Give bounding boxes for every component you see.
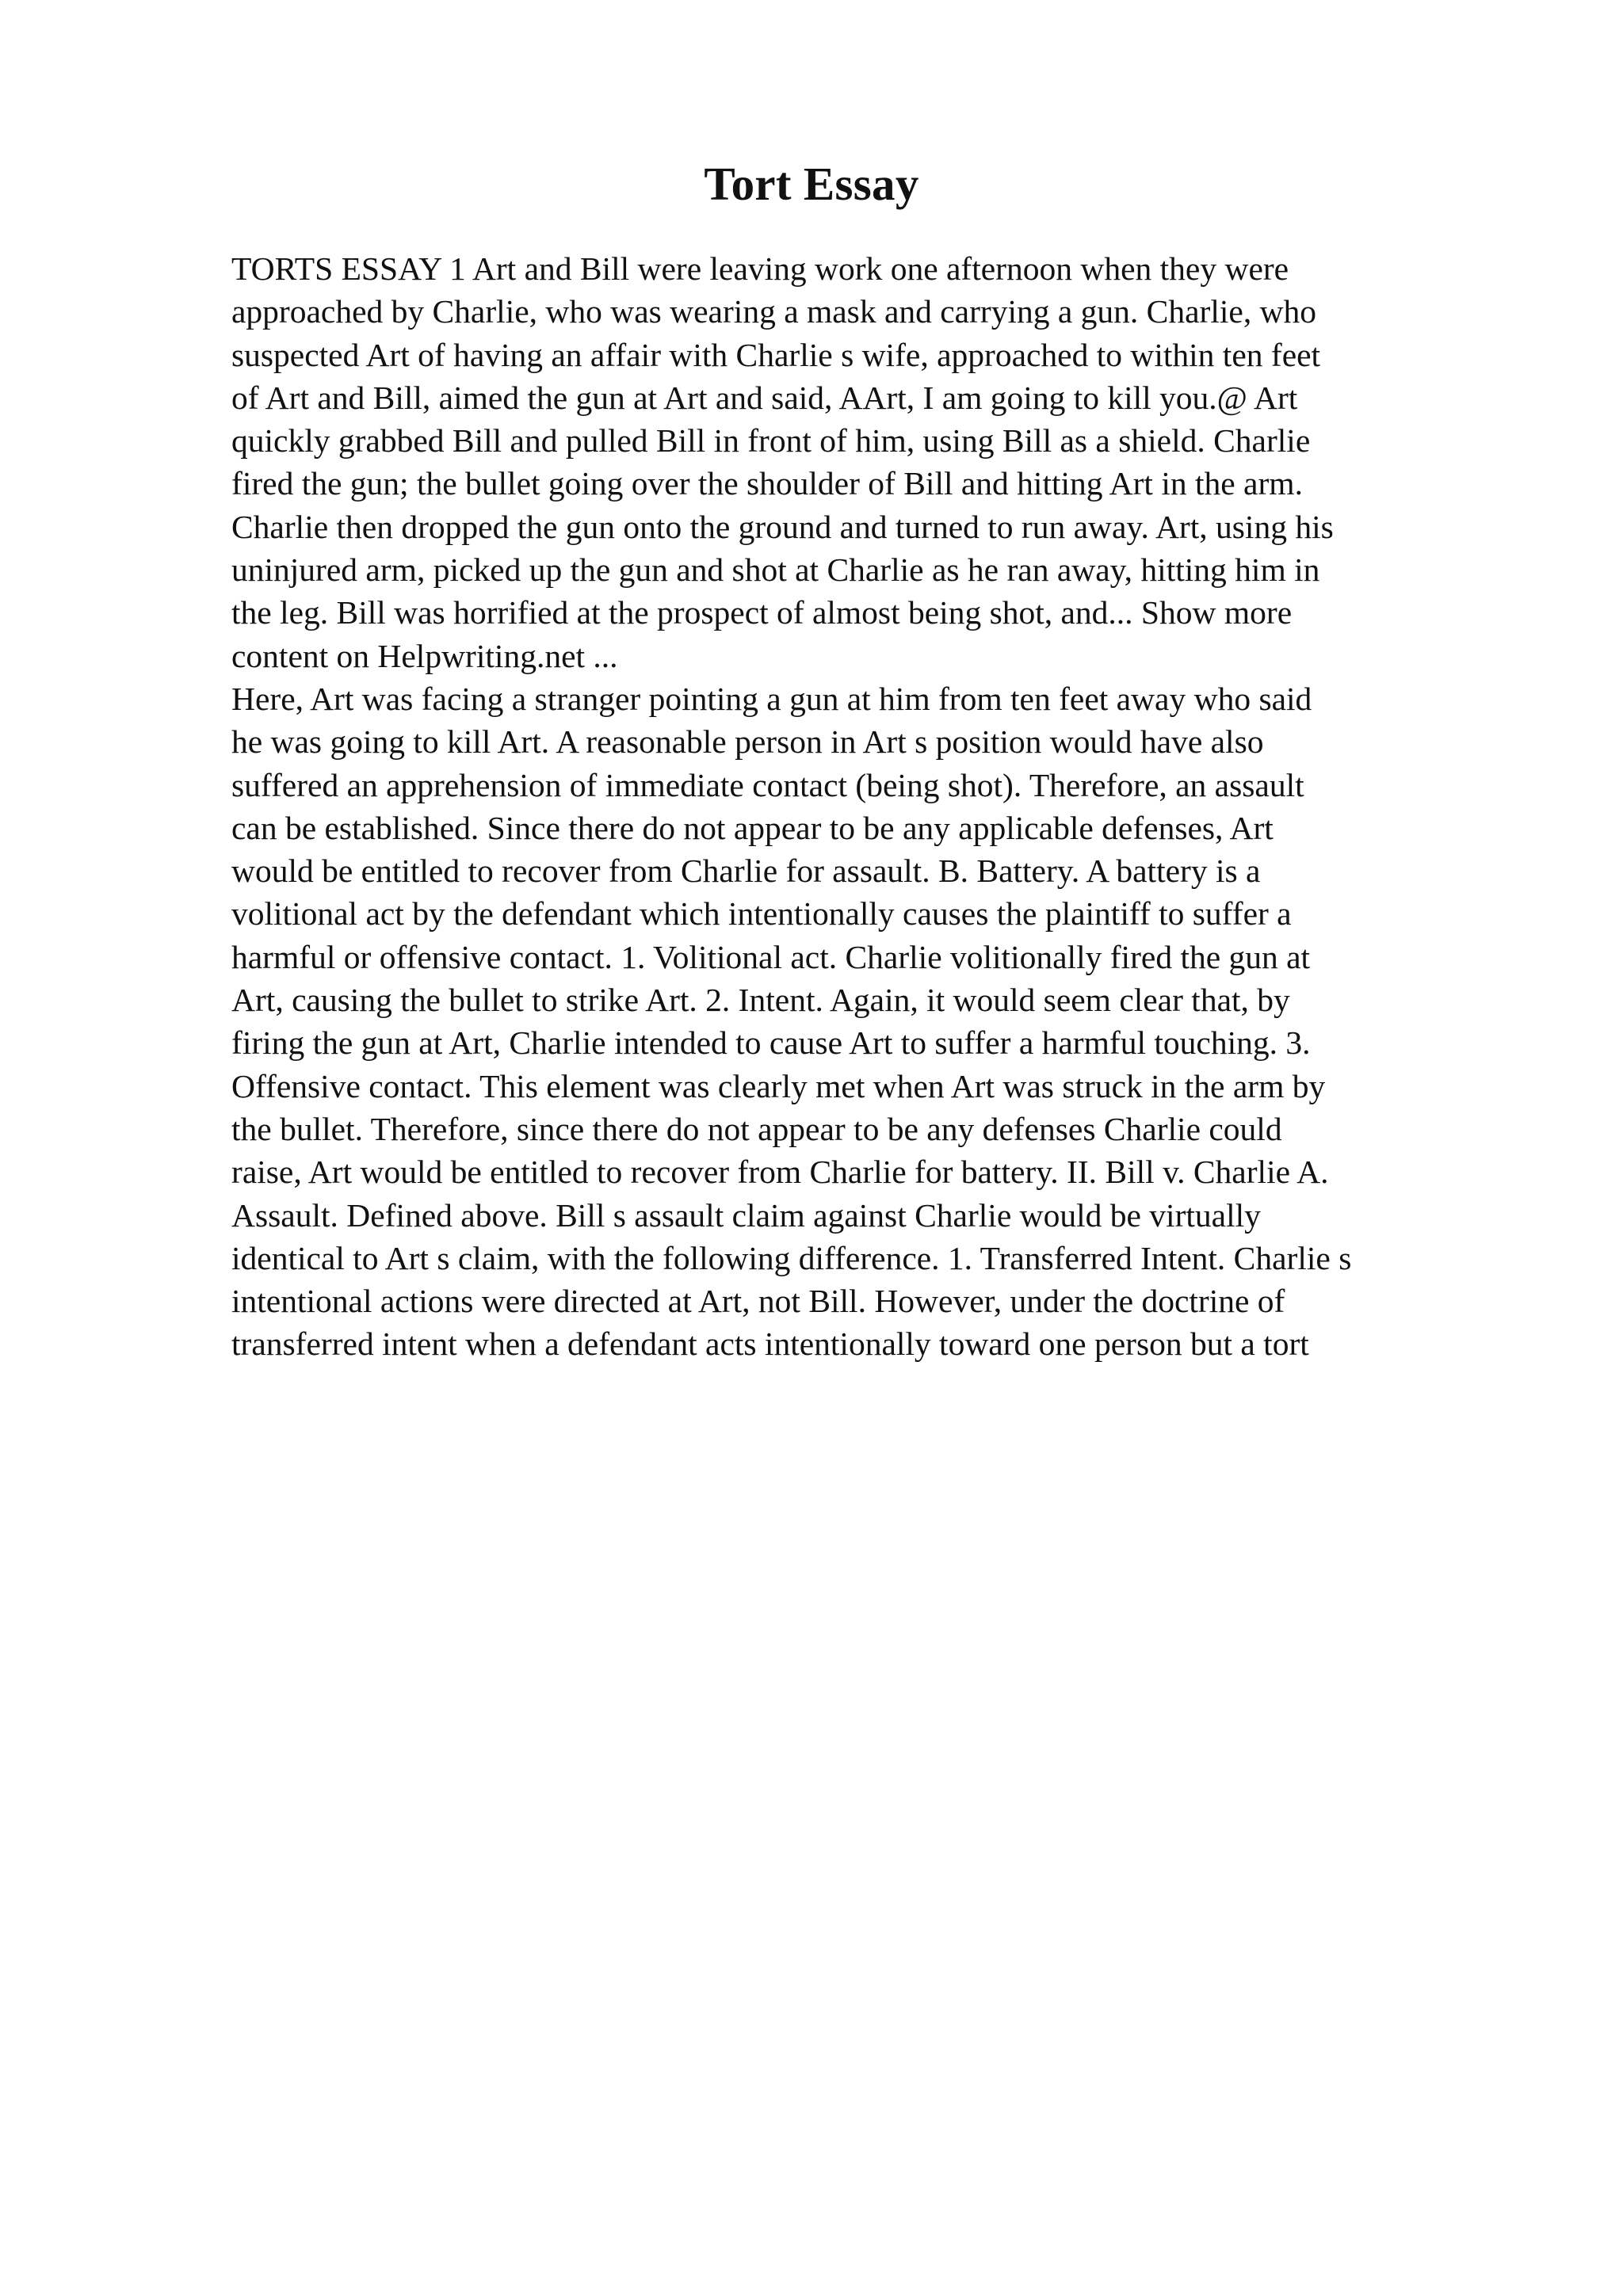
essay-line: Charlie then dropped the gun onto the ground and turned to run away. Art, using his: [231, 508, 1334, 545]
essay-line: Art, causing the bullet to strike Art. 2. Intent. Again, it would seem clear that, by: [231, 982, 1290, 1019]
essay-line: firing the gun at Art, Charlie intended to cause Art to suffer a harmful touching. 3.: [231, 1024, 1311, 1062]
essay-line: volitional act by the defendant which intentionally causes the plaintiff to suffer a: [231, 895, 1292, 933]
essay-line: the leg. Bill was horrified at the prospect of almost being shot, and... Show more: [231, 594, 1293, 631]
essay-line: Assault. Defined above. Bill s assault claim against Charlie would be virtually: [231, 1196, 1261, 1234]
essay-line: approached by Charlie, who was wearing a mask and carrying a gun. Charlie, who: [231, 293, 1317, 330]
essay-line: Here, Art was facing a stranger pointing a gun at him from ten feet away who said: [231, 680, 1312, 717]
essay-line: the bullet. Therefore, since there do not appear to be any defenses Charlie could: [231, 1110, 1282, 1147]
essay-line: transferred intent when a defendant acts intentionally toward one person but a tort: [231, 1325, 1309, 1363]
document-title: Tort Essay: [704, 158, 919, 210]
essay-line: quickly grabbed Bill and pulled Bill in front of him, using Bill as a shield. Charlie: [231, 422, 1311, 460]
essay-line: intentional actions were directed at Art, not Bill. However, under the doctrine of: [231, 1283, 1285, 1320]
essay-line: raise, Art would be entitled to recover from Charlie for battery. II. Bill v. Charlie A.: [231, 1154, 1329, 1191]
essay-body: [231, 247, 1515, 1366]
essay-line: content on Helpwriting.net ...: [231, 637, 618, 674]
essay-line: harmful or offensive contact. 1. Volitional act. Charlie volitionally fired the gun at: [231, 938, 1311, 975]
essay-line: he was going to kill Art. A reasonable person in Art s position would have also: [231, 723, 1264, 761]
essay-line: suffered an apprehension of immediate contact (being shot). Therefore, an assault: [231, 766, 1304, 803]
essay-line: suspected Art of having an affair with Charlie s wife, approached to within ten feet: [231, 336, 1321, 373]
essay-line: uninjured arm, picked up the gun and shot at Charlie as he ran away, hitting him in: [231, 551, 1320, 589]
essay-line: TORTS ESSAY 1 Art and Bill were leaving work one afternoon when they were: [231, 250, 1289, 287]
essay-line: can be established. Since there do not appear to be any applicable defenses, Art: [231, 809, 1274, 846]
essay-line: Offensive contact. This element was clearly met when Art was struck in the arm by: [231, 1067, 1326, 1104]
essay-line: would be entitled to recover from Charlie for assault. B. Battery. A battery is a: [231, 852, 1261, 890]
essay-line: identical to Art s claim, with the following difference. 1. Transferred Intent. Charlie s: [231, 1239, 1352, 1276]
essay-line: fired the gun; the bullet going over the shoulder of Bill and hitting Art in the arm.: [231, 465, 1303, 502]
essay-line: of Art and Bill, aimed the gun at Art and said, AArt, I am going to kill you.@ Art: [231, 379, 1298, 416]
